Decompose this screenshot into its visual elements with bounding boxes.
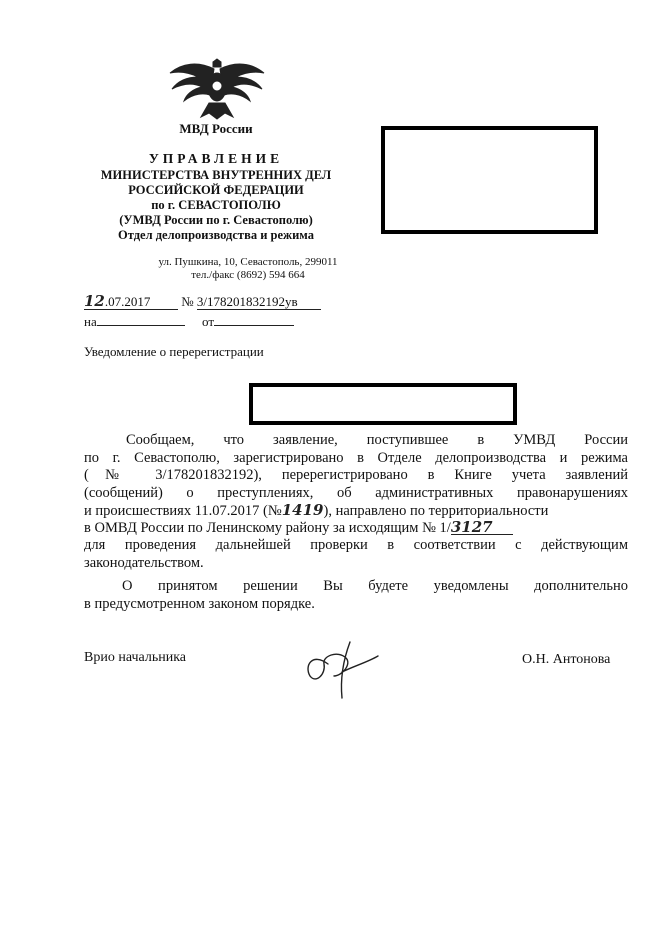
number-label: № [181,294,194,309]
ministry-name: МВД России [179,121,253,136]
body-line-5-text: и происшествиях 11.07.2017 (№ [84,503,282,519]
body-p2-line-2: в предусмотренном законом порядке. [84,595,315,612]
signatory-name: О.Н. Антонова [522,652,611,667]
registration-date [84,294,178,310]
body-line-3: (№ 3/178201832192), перерегистрировано в Книге учета заявлений [84,467,628,483]
registration-line [84,294,321,310]
body-line-4: (сообщений) о преступлениях, об административных правонарушениях [84,484,628,501]
handwritten-outgoing-number: 3127 [451,520,513,535]
on-label: на [84,314,97,329]
body-line-2: по г. Севастополю, зарегистрировано в Отделе делопроизводства и режима [84,449,628,466]
address: ул. Пушкина, 10, Севастополь, 299011 [158,256,338,268]
body-line-6 [84,517,628,538]
body-line-5-end: ), направлено по территориальности [323,503,549,519]
subject-line: Уведомление о перерегистрации [84,344,264,359]
registration-number: 3/178201832192ув [197,295,321,310]
org-line-1: МИНИСТЕРСТВА ВНУТРЕННИХ ДЕЛ [100,168,332,182]
handwritten-day: 12 [84,292,105,310]
body-line-1: Сообщаем, что заявление, поступившее в УМВД России [126,432,628,448]
body-line-6-text: в ОМВД России по Ленинскому району за исходящим № 1/ [84,519,451,536]
org-line-3: по г. СЕВАСТОПОЛЮ [151,198,281,212]
body-paragraph-2 [84,578,628,613]
on-field [97,325,185,326]
body-paragraph-1 [84,432,628,572]
from-field [214,325,294,326]
handwritten-log-number: 1419 [281,501,324,519]
redacted-addressee-box [249,383,517,425]
printed-date: .07.2017 [104,294,151,309]
body-line-5 [84,502,628,520]
phone: тел./факс (8692) 594 664 [191,269,305,281]
emblem-double-headed-eagle [168,55,266,121]
signatory-title: Врио начальника [84,650,187,665]
from-label: от [201,314,214,329]
redacted-recipient-box [381,126,598,234]
org-line-2: РОССИЙСКОЙ ФЕДЕРАЦИИ [128,183,304,197]
reference-line [84,314,294,330]
body-line-7: для проведения дальнейшей проверки в соответствии с действующим [84,537,628,553]
department-title: УПРАВЛЕНИЕ [148,151,284,166]
body-p2-line-1: О принятом решении Вы будете уведомлены дополнительно [122,578,628,594]
handwritten-signature [298,632,388,704]
org-line-4: (УМВД России по г. Севастополю) [119,213,313,227]
org-line-5: Отдел делопроизводства и режима [118,228,314,242]
body-line-8: законодательством. [84,554,204,571]
